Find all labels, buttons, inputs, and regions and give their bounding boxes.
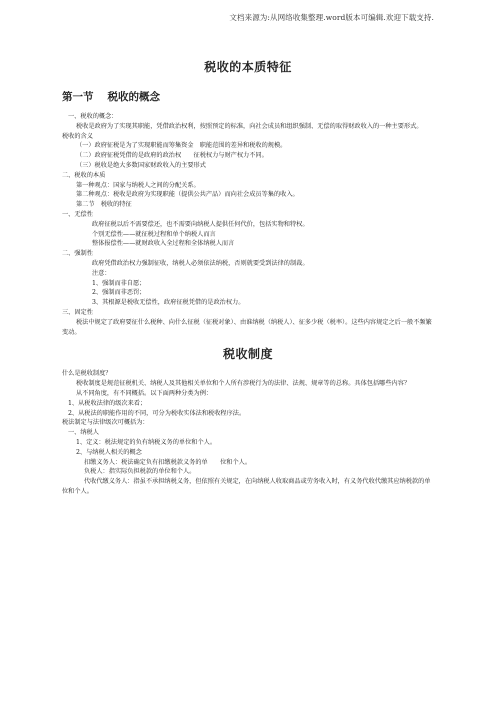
text-line: 3、其根源是税收无偿性，政府征税凭借的是政治权力。	[92, 299, 245, 307]
text-line: （三）税收是绝大多数国家财政收入的主要形式	[76, 161, 206, 169]
second-title: 税收制度	[222, 347, 273, 362]
section-name: 税收的概念	[107, 91, 160, 103]
body-block-tax-system	[62, 369, 434, 496]
text-line: （一）政府征税是为了实现职能而筹集资金 职能范围的差异和税收的规模。	[76, 142, 287, 150]
text-line: 代收代缴义务人：指虽不承担纳税义务，但依照有关规定，在向纳税人收取商品或劳务收入时，有义务代收代缴其应纳税款的单位和个人。	[62, 478, 431, 495]
text-line: 一、纳税人	[68, 429, 99, 437]
text-line: 政府凭借政治权力强制征收，纳税人必须依法纳税，否则就要受到法律的制裁。	[92, 259, 309, 267]
text-line: 第二节 税收的特征	[76, 201, 132, 209]
text-line: 1、强制而非自愿；	[92, 279, 146, 287]
text-line: 税法中规定了政府要征什么税种、向什么征税（征税对象）、由谁纳税（纳税人）、征多少税（税率）。这些内容规定之后一般不频繁变动。	[62, 318, 432, 336]
text-line: 从不同角度，有不同概括。以下面两种分类为例：	[76, 389, 213, 397]
text-line: 三、固定性	[62, 308, 93, 316]
text-line: 什么是税收制度？	[62, 370, 112, 378]
document-page	[62, 58, 434, 497]
section-heading	[62, 89, 434, 104]
text-line: 政府征税以后不需要偿还，也不需要向纳税人提供任何代价，包括实物和特权。	[92, 220, 309, 228]
text-line: 税收制度是规范征税机关、纳税人及其他相关单位和个人所有涉税行为的法律、法规、规章等的总称。具体包括哪些内容？	[76, 380, 411, 388]
text-line: 负税人：指实际负担税款的单位和个人。	[84, 468, 196, 476]
text-line: 2、强制而非恶罚；	[92, 289, 146, 297]
text-line: 2、与纳税人相关的概念	[76, 448, 142, 456]
text-line: 一、税收的概念：	[68, 113, 118, 120]
text-line: 税收是政府为了实现其职能，凭借政治权利，按照预定的标准，向社会成员和组织强制、无偿的取得财政收入的一种主要形式。	[76, 122, 423, 130]
text-line: 1、定义：税法规定的负有纳税义务的单位和个人。	[76, 438, 217, 446]
text-line: 注意：	[92, 269, 111, 277]
text-line: 扣缴义务人：税法确定负有扣缴税款义务的单 位和个人。	[84, 458, 252, 466]
text-line: 二、强制性	[62, 250, 93, 258]
text-line: 税法制定与法律级次可概括为：	[62, 419, 149, 427]
text-line: 整体报偿性——就财政收入全过程和全体纳税人而言	[92, 240, 235, 248]
text-line: 个别无偿性——就征税过程和单个纳税人而言	[92, 230, 216, 238]
document-title: 税收的本质特征	[204, 60, 292, 74]
header-source-note: 文档来源为:从网络收集整理.word版本可编辑.欢迎下载支持.	[229, 13, 434, 22]
text-line: 一、无偿性	[62, 210, 93, 218]
text-line: 税收的含义	[62, 132, 93, 140]
text-line: 二、税收的本质	[62, 171, 106, 179]
text-line: 第一种观点：国家与纳税人之间的分配关系。	[76, 181, 200, 189]
body-block-concept	[62, 112, 434, 337]
text-line: 1、从税收法律的级次来看；	[68, 399, 147, 407]
text-line: 2、从税法的职能作用的不同，可分为税收实体法和税收程序法。	[68, 409, 246, 417]
text-line: （二）政府征税凭借的是政府的政治权 征税权力与财产权力不同。	[76, 152, 268, 160]
section-number: 第一节	[62, 91, 94, 103]
text-line: 第二种观点：税收是政府为实现职能（提供公共产品）而向社会成员等集的收入。	[76, 191, 299, 199]
